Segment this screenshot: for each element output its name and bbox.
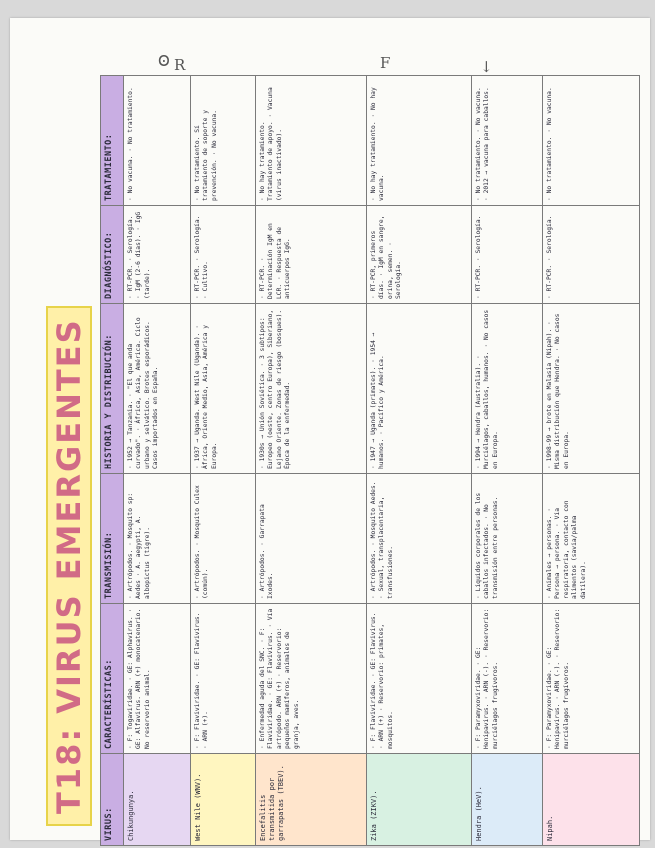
corner-mark-2: R bbox=[174, 56, 186, 74]
cell-transmision: · Artrópodos. · Garrapata Ixodes. bbox=[256, 474, 367, 604]
table-row bbox=[367, 76, 472, 846]
virus-name: Zika (ZIKV). bbox=[367, 754, 472, 846]
cell-historia: · 1952 → Tanzania. · "El que anda curvado". · África, Asia, América. Ciclo urbano y selvático. Brotes esporádicos. Casos importados en España. bbox=[124, 304, 191, 474]
header-historia: HISTORIA Y DISTRIBUCIÓN: bbox=[101, 304, 124, 474]
rotated-content bbox=[50, 76, 640, 846]
cell-transmision: · Artrópodos. · Mosquito Aedes. · Sexual, transplacentaria, transfusiones. bbox=[367, 474, 472, 604]
header-transmision: TRANSMISIÓN: bbox=[101, 474, 124, 604]
cell-tratamiento: · No tratamiento. · No vacuna. bbox=[543, 76, 640, 206]
virus-name: Hendra (HeV). bbox=[472, 754, 543, 846]
table-row bbox=[124, 76, 191, 846]
cell-historia: · 1994 → Hendra (Australia). · Murciélagos, caballos, humanos. · No casos en Europa. bbox=[472, 304, 543, 474]
cell-tratamiento: · No tratamiento. · No vacuna. · 2012 → vacuna para caballos. bbox=[472, 76, 543, 206]
table-row bbox=[191, 76, 256, 846]
header-virus: VIRUS: bbox=[101, 754, 124, 846]
cell-diagnostico: · RT-PCR. · Determinación IgM en LCR. · Respuesta de anticuerpos IgG. bbox=[256, 206, 367, 304]
corner-mark-3: F bbox=[380, 54, 391, 72]
cell-tratamiento: · No hay tratamiento. Tratamiento de apoyo. · Vacuna (virus inactivado). bbox=[256, 76, 367, 206]
cell-diagnostico: · RT-PCR. · Serología. bbox=[543, 206, 640, 304]
cell-diagnostico: · RT-PCR. · Serología. bbox=[472, 206, 543, 304]
cell-caracteristicas: · F: Togaviridae. · GE: Alphavirus. · GE: Alfavirus. ARN (+) monocatenario. No reservorio animal. bbox=[124, 604, 191, 754]
virus-name: Encefalitis transmitida por garrapatas (TBEV). bbox=[256, 754, 367, 846]
virus-name: Nipah. bbox=[543, 754, 640, 846]
cell-transmision: · Líquidos corporales de los caballos infectados. · No transmisión entre personas. bbox=[472, 474, 543, 604]
cell-caracteristicas: · F: Flaviviridae. · GE: Flavivirus. · ARN (+). bbox=[191, 604, 256, 754]
table-row bbox=[543, 76, 640, 846]
virus-name: West Nile (WNV). bbox=[191, 754, 256, 846]
table-row bbox=[472, 76, 543, 846]
cell-transmision: · Artrópodos. · Mosquito Culex (común). bbox=[191, 474, 256, 604]
header-row bbox=[101, 76, 124, 846]
cell-tratamiento: · No vacuna. · No tratamiento. bbox=[124, 76, 191, 206]
notebook-page bbox=[10, 18, 650, 840]
cell-caracteristicas: · F: Flaviviridae. · GE: Flavivirus. · ARN (+) · Reservorio: primates, mosquitos. bbox=[367, 604, 472, 754]
cell-historia: · 1947 → Uganda (primates). · 1954 → humanos. · Pacífico y América. bbox=[367, 304, 472, 474]
page-title: T18: VIRUS EMERGENTES bbox=[46, 306, 92, 826]
header-diagnostico: DIAGNÓSTICO: bbox=[101, 206, 124, 304]
corner-mark-1: Ꙩ bbox=[158, 52, 170, 70]
virus-table bbox=[100, 75, 640, 846]
corner-mark-4: ↓ bbox=[480, 58, 493, 76]
cell-transmision: · Animales → personas. · Persona → persona. · Vía respiratoria, contacto con alimentos (savia/palma datilera). bbox=[543, 474, 640, 604]
cell-transmision: · Artrópodos. · Mosquito sp: Aedes · A. aegypti, A. albopictus (tigre). bbox=[124, 474, 191, 604]
cell-diagnostico: · RT-PCR, primeros días. · IgM en sangre, orina, semen. · Serología. bbox=[367, 206, 472, 304]
cell-tratamiento: · No tratamiento. Sí tratamiento de soporte y prevención. · No vacuna. bbox=[191, 76, 256, 206]
cell-caracteristicas: · Enfermedad aguda del SNC. · F: Flaviviridae. · GE: Flavivirus. · Vía artrópodo. ARN (+) · Reservorio: pequeños mamíferos, animales de granja, aves. bbox=[256, 604, 367, 754]
header-caracteristicas: CARACTERÍSTICAS: bbox=[101, 604, 124, 754]
cell-tratamiento: · No hay tratamiento. · No hay vacuna. bbox=[367, 76, 472, 206]
virus-name: Chikungunya. bbox=[124, 754, 191, 846]
cell-historia: · 1998-99 → brote en Malasia (Nipah). · Misma distribución que Hendra. · No casos en Europa. bbox=[543, 304, 640, 474]
cell-historia: · 1937 → Uganda. West Nile (Uganda). · África, Oriente Medio, Asia, América y Europa. bbox=[191, 304, 256, 474]
cell-caracteristicas: · F: Paramyxoviridae. · GE: Henipavirus. · ARN (-). · Reservorio: murciélagos frugívoros. bbox=[472, 604, 543, 754]
cell-historia: · 1930s → Unión Soviética. · 3 subtipos: Europeo (oeste, centro Europa), Siberiano, Lejano Oriente. Zonas de riesgo (bosques). Época de la enfermedad. bbox=[256, 304, 367, 474]
header-tratamiento: TRATAMIENTO: bbox=[101, 76, 124, 206]
cell-diagnostico: · RT-PCR. · Serología. · IgM (2-6 días). · IgG (tarde). bbox=[124, 206, 191, 304]
cell-diagnostico: · RT-PCR. · Serología. · Cultivo. bbox=[191, 206, 256, 304]
cell-caracteristicas: · F: Paramyxoviridae. · GE: Henipavirus. · ARN (-). · Reservorio: murciélagos frugívoros. bbox=[543, 604, 640, 754]
table-row bbox=[256, 76, 367, 846]
